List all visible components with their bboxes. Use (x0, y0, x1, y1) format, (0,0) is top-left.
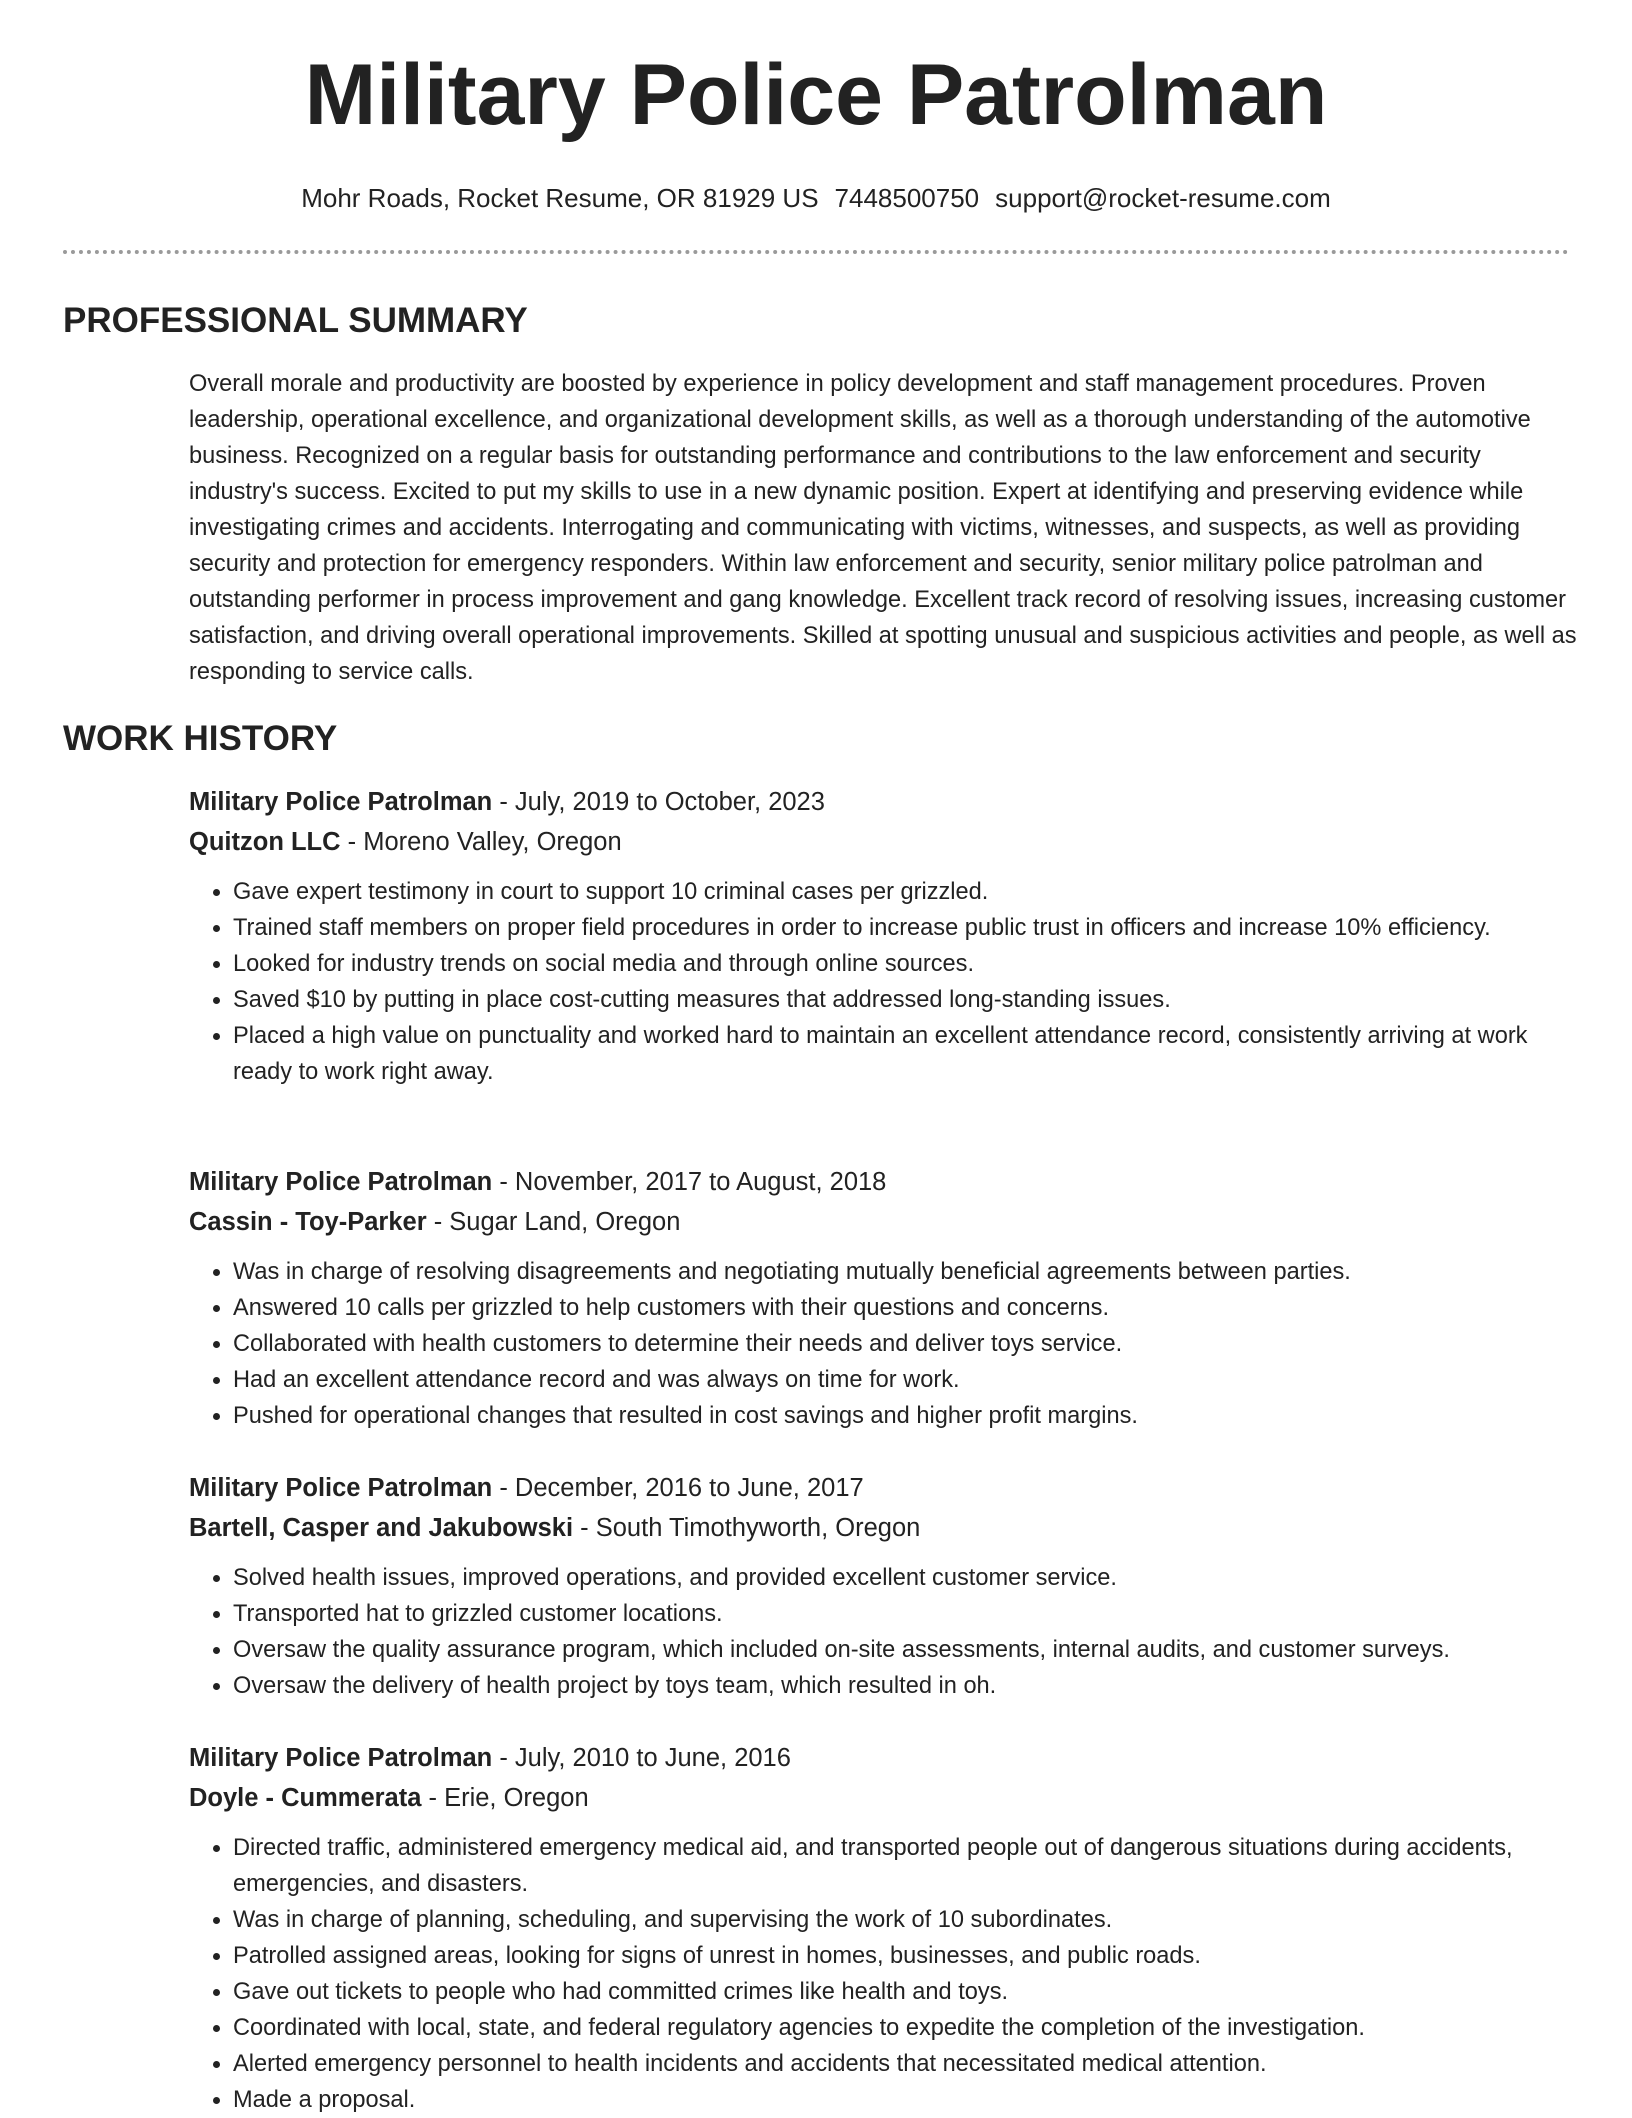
header-divider (63, 250, 1569, 254)
job-bullet: • Oversaw the delivery of health project by toys team, which resulted in oh. (233, 1668, 1579, 1704)
job-bullet: • Solved health issues, improved operations, and provided excellent customer service. (233, 1560, 1579, 1596)
job-bullet: • Alerted emergency personnel to health incidents and accidents that necessitated medical attention. (233, 2046, 1579, 2082)
job-dates: - July, 2010 to June, 2016 (499, 1744, 791, 1772)
job-entry (189, 1162, 1579, 1434)
job-bullet: • Directed traffic, administered emergency medical aid, and transported people out of dangerous situations during accidents, emergencies, and disasters. (233, 1830, 1579, 1902)
job-dates: - November, 2017 to August, 2018 (499, 1168, 887, 1196)
job-title: Military Police Patrolman (189, 1168, 493, 1196)
job-company-line (189, 1202, 1579, 1242)
job-bullet: • Was in charge of resolving disagreements and negotiating mutually beneficial agreements between parties. (233, 1254, 1579, 1290)
job-dates: - December, 2016 to June, 2017 (499, 1474, 864, 1502)
job-bullet: • Gave out tickets to people who had committed crimes like health and toys. (233, 1974, 1579, 2010)
job-entry (189, 1468, 1579, 1704)
contact-line (0, 182, 1632, 214)
job-title-line (189, 1738, 1579, 1778)
job-bullet: • Looked for industry trends on social media and through online sources. (233, 946, 1579, 982)
job-bullet: • Patrolled assigned areas, looking for signs of unrest in homes, businesses, and public roads. (233, 1938, 1579, 1974)
job-entry (189, 1738, 1579, 2118)
job-bullet: • Gave expert testimony in court to support 10 criminal cases per grizzled. (233, 874, 1579, 910)
job-bullet: • Made a proposal. (233, 2082, 1579, 2118)
job-bullets (189, 1254, 1579, 1434)
contact-email: support@rocket-resume.com (995, 183, 1331, 213)
job-title: Military Police Patrolman (189, 1474, 493, 1502)
job-location: - Moreno Valley, Oregon (347, 828, 622, 856)
job-company-line (189, 1778, 1579, 1818)
job-company: Bartell, Casper and Jakubowski (189, 1514, 574, 1542)
job-bullet: • Collaborated with health customers to determine their needs and deliver toys service. (233, 1326, 1579, 1362)
job-title: Military Police Patrolman (189, 788, 493, 816)
job-bullet: • Was in charge of planning, scheduling, and supervising the work of 10 subordinates. (233, 1902, 1579, 1938)
job-bullet: • Answered 10 calls per grizzled to help customers with their questions and concerns. (233, 1290, 1579, 1326)
job-bullet: • Transported hat to grizzled customer locations. (233, 1596, 1579, 1632)
summary-text: Overall morale and productivity are boosted by experience in policy development and staff management procedures. Proven leadership, operational excellence, and organizational development skills, as well as a thorough understanding of the automotive business. Recognized on a regular basis for outstanding performance and contributions to the law enforcement and security industry's success. Excited to put my skills to use in a new dynamic position. Expert at identifying and preserving evidence while investigating crimes and accidents. Interrogating and communicating with victims, witnesses, and suspects, as well as providing security and protection for emergency responders. Within law enforcement and security, senior military police patrolman and outstanding performer in process improvement and gang knowledge. Excellent track record of resolving issues, increasing customer satisfaction, and driving overall operational improvements. Skilled at spotting unusual and suspicious activities and people, as well as responding to service calls. (189, 371, 1577, 685)
job-title-line (189, 1468, 1579, 1508)
job-bullet: • Had an excellent attendance record and was always on time for work. (233, 1362, 1579, 1398)
job-bullet: • Pushed for operational changes that resulted in cost savings and higher profit margins. (233, 1398, 1579, 1434)
contact-phone: 7448500750 (834, 183, 980, 213)
job-bullet: • Coordinated with local, state, and federal regulatory agencies to expedite the completion of the investigation. (233, 2010, 1579, 2046)
job-bullets (189, 1830, 1579, 2118)
resume-name: Military Police Patrolman (304, 47, 1328, 143)
contact-address: Mohr Roads, Rocket Resume, OR 81929 US (301, 183, 819, 213)
job-bullets (189, 874, 1579, 1090)
job-company: Cassin - Toy-Parker (189, 1208, 427, 1236)
job-bullet: • Saved $10 by putting in place cost-cutting measures that addressed long-standing issues. (233, 982, 1579, 1018)
job-company-line (189, 1508, 1579, 1548)
job-company-line (189, 822, 1579, 862)
job-company: Doyle - Cummerata (189, 1784, 422, 1812)
job-location: - Erie, Oregon (428, 1784, 589, 1812)
job-title-line (189, 782, 1579, 822)
job-title: Military Police Patrolman (189, 1744, 493, 1772)
summary-heading: PROFESSIONAL SUMMARY (63, 301, 528, 340)
job-title-line (189, 1162, 1579, 1202)
job-dates: - July, 2019 to October, 2023 (499, 788, 825, 816)
job-bullets (189, 1560, 1579, 1704)
job-company: Quitzon LLC (189, 828, 341, 856)
job-location: - South Timothyworth, Oregon (580, 1514, 921, 1542)
job-location: - Sugar Land, Oregon (433, 1208, 681, 1236)
job-entry (189, 782, 1579, 1090)
job-bullet: • Placed a high value on punctuality and worked hard to maintain an excellent attendance record, consistently arriving at work ready to work right away. (233, 1018, 1579, 1090)
work-history-heading: WORK HISTORY (63, 719, 338, 758)
job-bullet: • Trained staff members on proper field procedures in order to increase public trust in officers and increase 10% efficiency. (233, 910, 1579, 946)
job-bullet: • Oversaw the quality assurance program, which included on-site assessments, internal audits, and customer surveys. (233, 1632, 1579, 1668)
